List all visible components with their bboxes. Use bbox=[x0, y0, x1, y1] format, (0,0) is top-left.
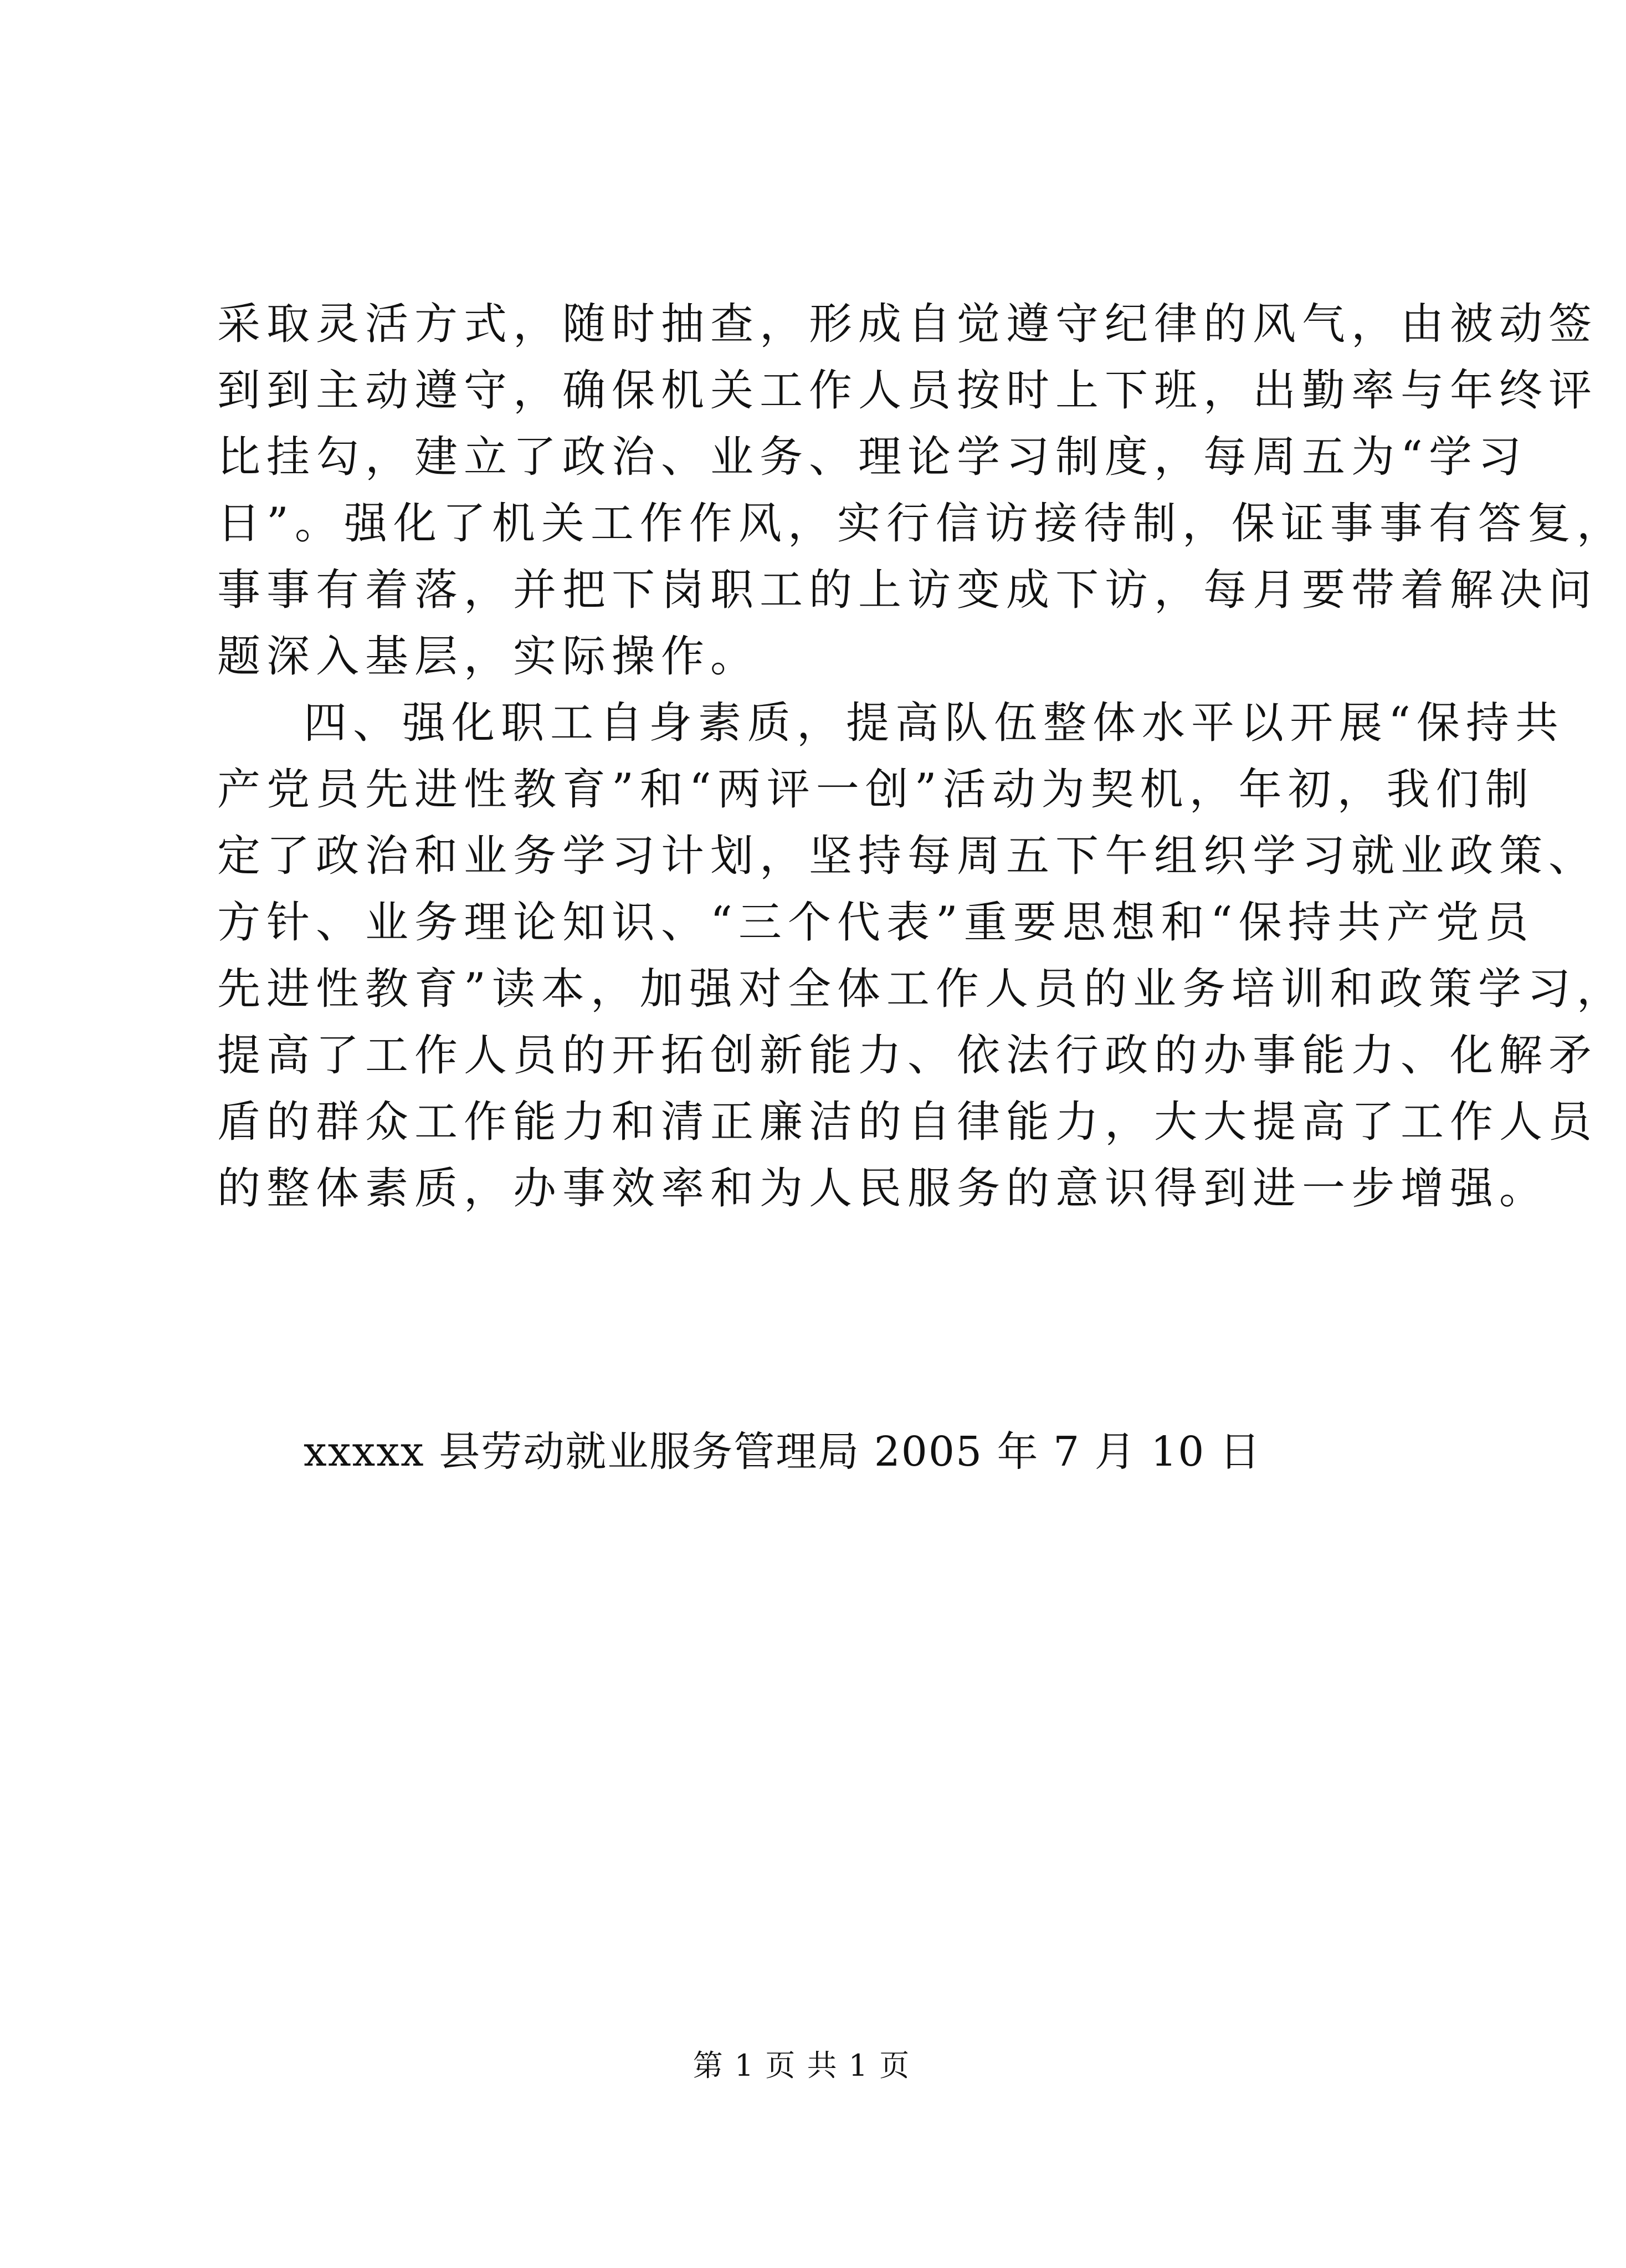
page-footer: 第 1 页 共 1 页 bbox=[693, 2048, 911, 2083]
text-line: 提高了工作人员的开拓创新能力、依法行政的办事能力、化解矛 bbox=[217, 1031, 1598, 1081]
signature-line: xxxxx 县劳动就业服务管理局 2005 年 7 月 10 日 bbox=[304, 1428, 1261, 1476]
text-line: 方针、业务理论知识、“三个代表”重要思想和“保持共产党员 bbox=[217, 898, 1535, 948]
text-line: 事事有着落，并把下岗职工的上访变成下访，每月要带着解决问 bbox=[217, 565, 1598, 615]
text-line: 比挂勾，建立了政治、业务、理论学习制度，每周五为“学习 bbox=[217, 432, 1527, 482]
text-line: 的整体素质，办事效率和为人民服务的意识得到进一步增强。 bbox=[217, 1164, 1549, 1214]
text-line: 到到主动遵守，确保机关工作人员按时上下班，出勤率与年终评 bbox=[217, 366, 1598, 416]
text-line: 定了政治和业务学习计划，坚持每周五下午组织学习就业政策、 bbox=[217, 831, 1598, 881]
text-line: 盾的群众工作能力和清正廉洁的自律能力，大大提高了工作人员 bbox=[217, 1097, 1598, 1147]
text-line: 题深入基层，实际操作。 bbox=[217, 632, 760, 682]
text-line: 产党员先进性教育”和“两评一创”活动为契机，年初，我们制 bbox=[217, 765, 1535, 815]
text-line: 采取灵活方式，随时抽查，形成自觉遵守纪律的风气，由被动签 bbox=[217, 299, 1598, 349]
text-line: 日”。强化了机关工作作风，实行信访接待制，保证事事有答复， bbox=[217, 499, 1626, 549]
section-heading-line: 四、强化职工自身素质，提高队伍整体水平以开展“保持共 bbox=[304, 698, 1565, 748]
text-line: 先进性教育”读本，加强对全体工作人员的业务培训和政策学习， bbox=[217, 964, 1626, 1014]
body-text bbox=[217, 291, 1626, 1222]
